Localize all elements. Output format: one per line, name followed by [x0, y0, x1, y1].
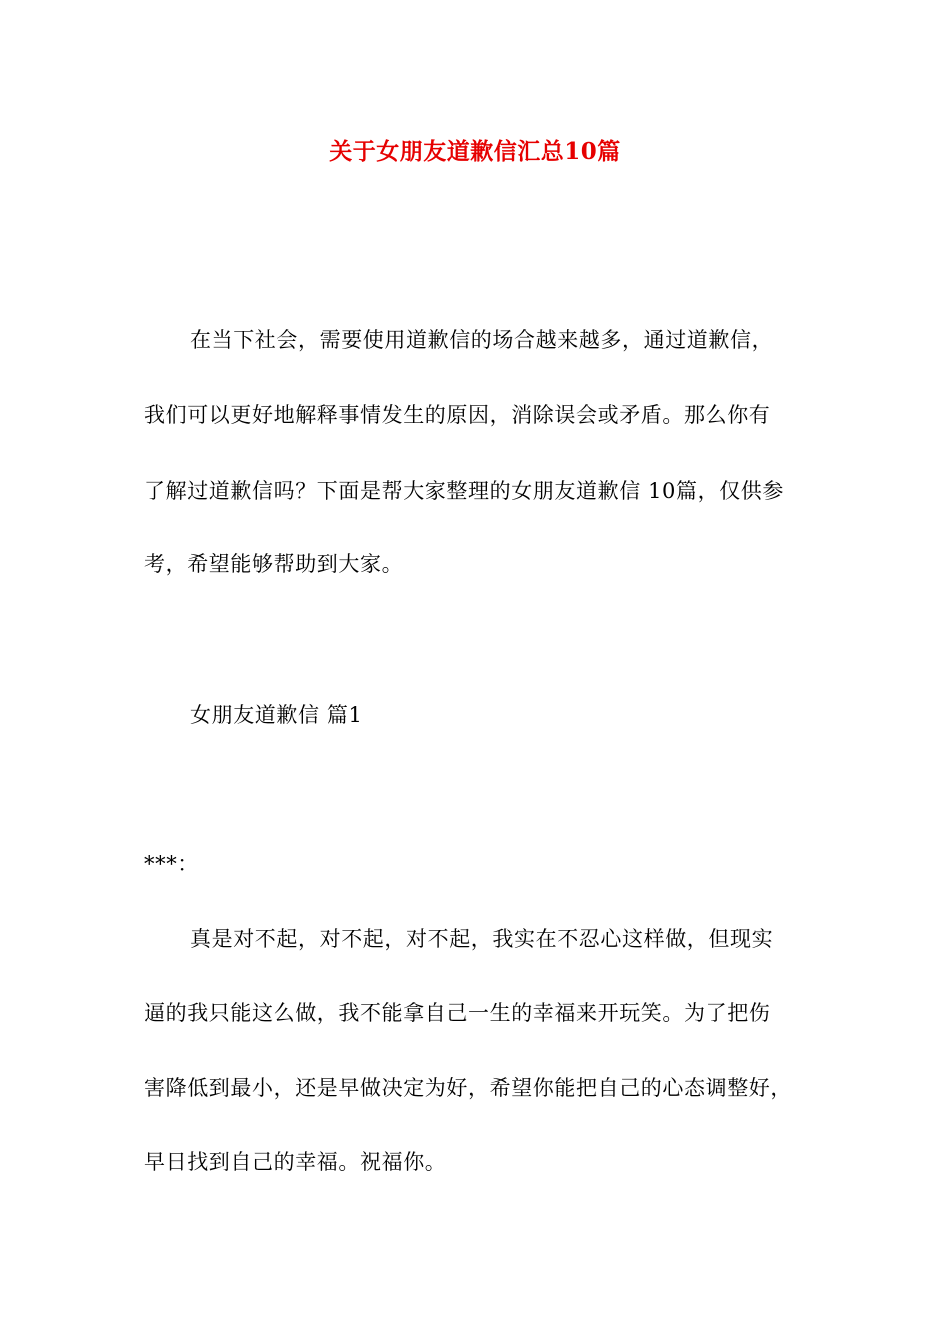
intro-line-4: 考，希望能够帮助到大家。 [144, 552, 404, 576]
body-line-1: 真是对不起，对不起，对不起，我实在不忍心这样做，但现实 [190, 927, 774, 951]
body-line-2: 逼的我只能这么做，我不能拿自己一生的幸福来开玩笑。为了把伤 [144, 1001, 771, 1025]
document-title: 关于女朋友道歉信汇总10篇 [329, 138, 621, 165]
intro-line-3: 了解过道歉信吗？下面是帮大家整理的女朋友道歉信 10篇，仅供参 [144, 479, 784, 503]
intro-line-2: 我们可以更好地解释事情发生的原因，消除误会或矛盾。那么你有 [144, 403, 771, 427]
salutation: ***： [144, 852, 199, 876]
body-line-3: 害降低到最小，还是早做决定为好，希望你能把自己的心态调整好， [144, 1076, 792, 1100]
section-heading: 女朋友道歉信 篇1 [190, 703, 363, 727]
intro-line-1: 在当下社会，需要使用道歉信的场合越来越多，通过道歉信， [190, 328, 774, 352]
body-line-4: 早日找到自己的幸福。祝福你。 [144, 1150, 447, 1174]
